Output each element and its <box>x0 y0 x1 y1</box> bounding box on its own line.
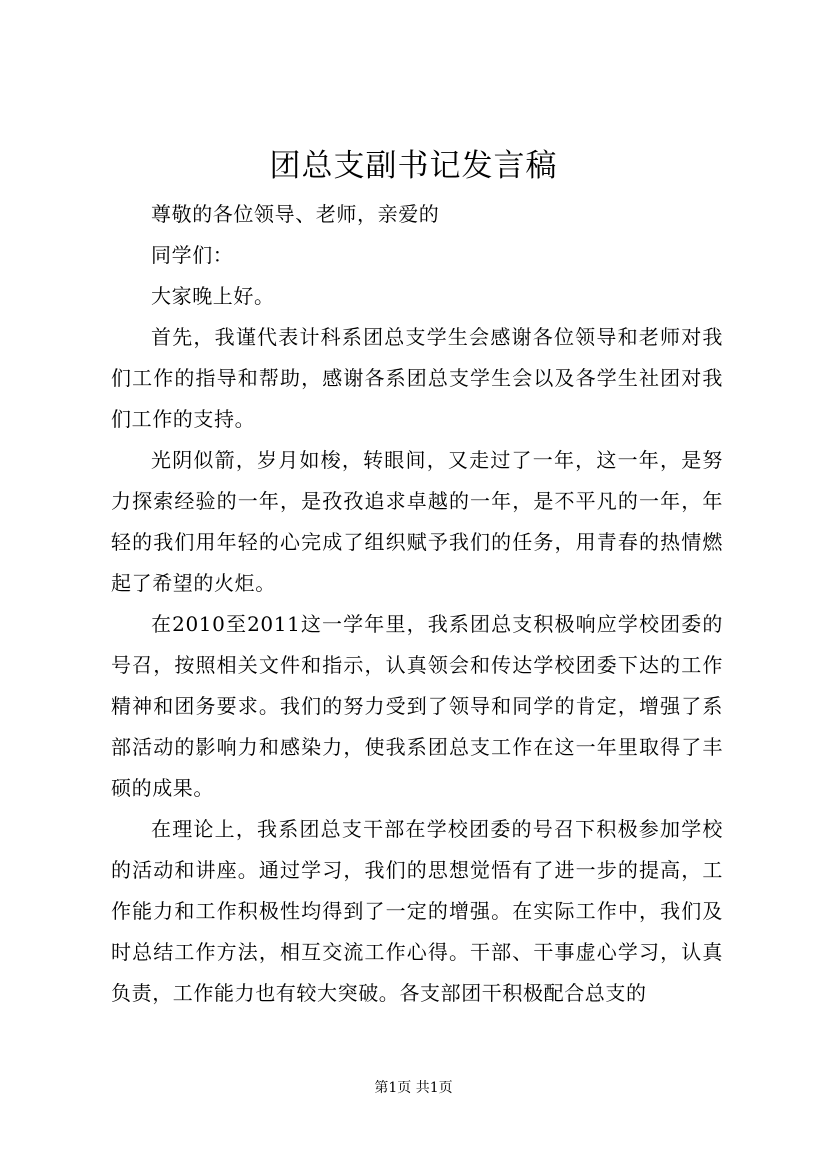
thanks-paragraph: 首先，我谨代表计科系团总支学生会感谢各位领导和老师对我们工作的指导和帮助，感谢各系团总支学生会以及各学生社团对我们工作的支持。 <box>111 325 723 431</box>
achievements-paragraph: 在2010至2011这一学年里，我系团总支积极响应学校团委的号召，按照相关文件和指示，认真领会和传达学校团委下达的工作精神和团务要求。我们的努力受到了领导和同学的肯定，增强了系部活动的影响力和感染力，使我系团总支工作在这一年里取得了丰硕的成果。 <box>111 612 723 800</box>
salutation-line: 尊敬的各位领导、老师，亲爱的 <box>151 202 440 226</box>
year-review-paragraph: 光阴似箭，岁月如梭，转眼间，又走过了一年，这一年，是努力探索经验的一年，是孜孜追求卓越的一年，是不平凡的一年，年轻的我们用年轻的心完成了组织赋予我们的任务，用青春的热情燃起了希望的火炬。 <box>111 448 723 595</box>
theory-paragraph: 在理论上，我系团总支干部在学校团委的号召下积极参加学校的活动和讲座。通过学习，我们的思想觉悟有了进一步的提高，工作能力和工作积极性均得到了一定的增强。在实际工作中，我们及时总结工作方法，相互交流工作心得。干部、干事虚心学习，认真负责，工作能力也有较大突破。各支部团干积极配合总支的 <box>111 817 723 1005</box>
document-body <box>111 194 723 1014</box>
salutation-continuation: 同学们： <box>151 243 234 267</box>
page-number-footer: 第1页 共1页 <box>374 1080 453 1096</box>
greeting-paragraph: 大家晚上好。 <box>151 284 275 308</box>
document-title: 团总支副书记发言稿 <box>269 148 558 184</box>
